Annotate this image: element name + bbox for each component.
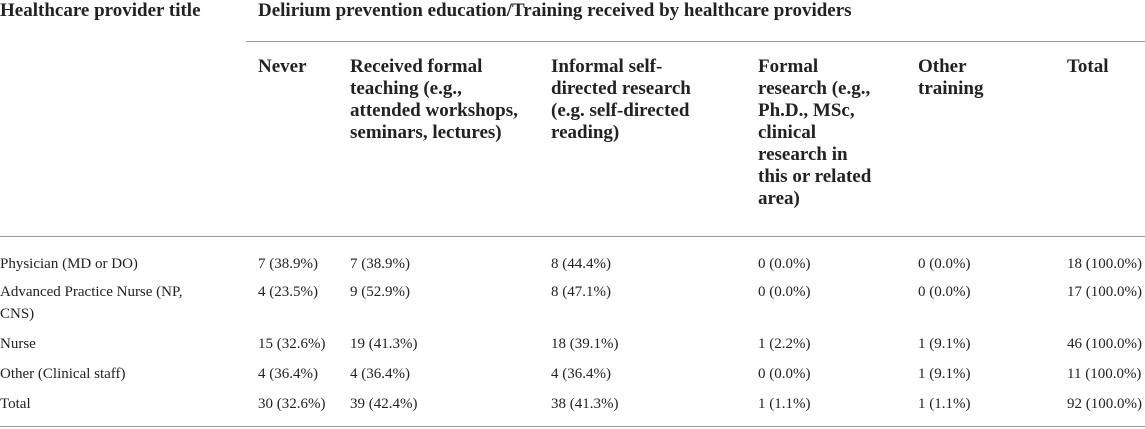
table-cell: 39 (42.4%) [350, 396, 418, 412]
table-cell: 9 (52.9%) [350, 284, 410, 300]
table-cell: 1 (1.1%) [758, 396, 811, 412]
row-label: Physician (MD or DO) [0, 256, 138, 272]
col-header-informal-research: Informal self-directed research (e.g. self-directed reading) [551, 56, 691, 143]
table-cell: 30 (32.6%) [258, 396, 326, 412]
table-cell: 0 (0.0%) [758, 366, 811, 382]
table-cell: 4 (36.4%) [258, 366, 318, 382]
table-cell: 1 (2.2%) [758, 336, 811, 352]
table-cell: 15 (32.6%) [258, 336, 326, 352]
table-cell: 17 (100.0%) [1067, 284, 1142, 300]
row-label: Total [0, 396, 31, 412]
table-cell: 1 (1.1%) [918, 396, 971, 412]
col-header-total: Total [1067, 56, 1109, 77]
table-cell: 46 (100.0%) [1067, 336, 1142, 352]
table-cell: 8 (47.1%) [551, 284, 611, 300]
col-header-formal-research: Formal research (e.g., Ph.D., MSc, clinical research in this or related area) [758, 56, 872, 209]
col-header-formal-teaching: Received formal teaching (e.g., attended workshops, seminars, lectures) [350, 56, 518, 143]
table-cell: 0 (0.0%) [918, 256, 971, 272]
table-cell: 19 (41.3%) [350, 336, 418, 352]
table-cell: 18 (100.0%) [1067, 256, 1142, 272]
group-header: Delirium prevention education/Training received by healthcare providers [258, 0, 852, 21]
table-cell: 7 (38.9%) [258, 256, 318, 272]
table-bottom-rule [0, 426, 1145, 427]
col-header-never: Never [258, 56, 307, 77]
table-cell: 38 (41.3%) [551, 396, 619, 412]
table-cell: 18 (39.1%) [551, 336, 619, 352]
col-header-other-training: Other training [918, 56, 984, 99]
table-cell: 1 (9.1%) [918, 336, 971, 352]
table-cell: 0 (0.0%) [758, 284, 811, 300]
table-cell: 7 (38.9%) [350, 256, 410, 272]
table-cell: 0 (0.0%) [758, 256, 811, 272]
table-cell: 0 (0.0%) [918, 284, 971, 300]
group-header-rule [246, 41, 1145, 42]
table-cell: 4 (36.4%) [551, 366, 611, 382]
table-cell: 1 (9.1%) [918, 366, 971, 382]
row-label: Nurse [0, 336, 36, 352]
table-cell: 4 (23.5%) [258, 284, 318, 300]
header-bottom-rule [0, 236, 1145, 237]
table-cell: 8 (44.4%) [551, 256, 611, 272]
row-label: Other (Clinical staff) [0, 366, 126, 382]
row-header-title: Healthcare provider title [0, 0, 201, 21]
table-cell: 92 (100.0%) [1067, 396, 1142, 412]
table-cell: 11 (100.0%) [1067, 366, 1142, 382]
row-label: Advanced Practice Nurse (NP, CNS) [0, 284, 183, 322]
table-cell: 4 (36.4%) [350, 366, 410, 382]
